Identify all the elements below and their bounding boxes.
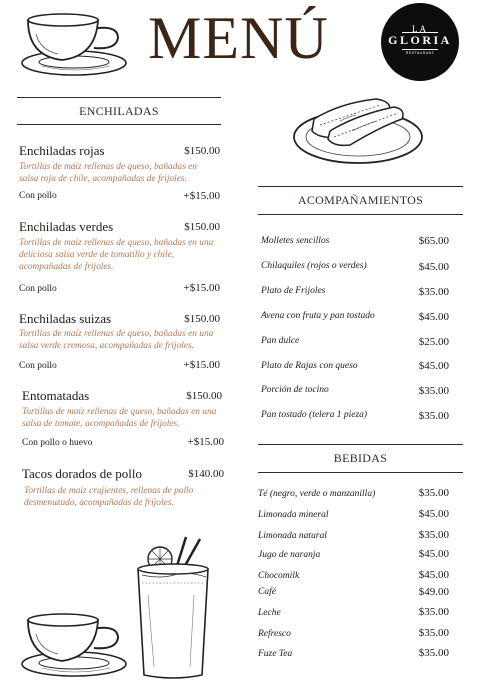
drink-name: Té (negro, verde o manzanilla) (258, 489, 376, 499)
side-item-price: $45.00 (418, 311, 449, 323)
enchilada-plate-icon (290, 93, 428, 173)
drink-name: Limonada mineral (258, 510, 329, 520)
drink-price: $35.00 (418, 487, 449, 499)
extra-option-label: Con pollo (19, 191, 57, 201)
dish-price: $150.00 (184, 221, 220, 233)
section-rule (258, 444, 463, 445)
section-rule (258, 472, 463, 473)
description-line: salsa verde cremosa, acompañadas de frijoles. (19, 341, 195, 351)
enchiladas-heading: ENCHILADAS (79, 104, 159, 118)
dish-price: $140.00 (188, 468, 224, 480)
dish-description (19, 161, 234, 185)
description-line: Tortillas de maíz rellenas de queso, bañadas en una (22, 407, 217, 417)
logo-subtitle: RESTAURANT (405, 51, 435, 55)
drink-price: $35.00 (418, 606, 449, 618)
dish-description (19, 328, 234, 352)
drink-price: $49.00 (418, 586, 449, 598)
dish-name: Enchiladas verdes (19, 219, 114, 234)
description-line: Tortillas de maíz rellenas de queso, bañadas en (19, 162, 197, 172)
side-item-price: $35.00 (418, 286, 449, 298)
side-item-name: Avena con fruta y pan tostado (261, 311, 375, 321)
drink-name: Jugo de naranja (258, 550, 321, 560)
description-line: deliciosa salsa verde de tomatillo y chile, (19, 250, 175, 260)
logo-la-text: LA (412, 24, 428, 34)
side-item-name: Pan dulce (261, 336, 300, 346)
drink-name: Café (258, 587, 276, 597)
extra-option-price: +$15.00 (183, 282, 220, 294)
acompanamientos-heading: ACOMPAÑAMIENTOS (297, 193, 424, 207)
side-item-name: Molletes sencillos (261, 236, 330, 246)
dish-name: Tacos dorados de pollo (22, 466, 143, 481)
side-item-price: $35.00 (418, 385, 449, 397)
side-item-price: $35.00 (418, 410, 449, 422)
extra-option-price: +$15.00 (187, 436, 224, 448)
extra-option-label: Con pollo (19, 361, 57, 371)
drink-price: $45.00 (418, 508, 449, 520)
drink-price: $35.00 (418, 627, 449, 639)
section-rule (17, 124, 221, 125)
dish-description (22, 406, 237, 430)
description-line: Tortillas de maíz crujientes, rellenas de pollo (24, 486, 194, 496)
side-item-name: Plato de Rajas con queso (261, 361, 358, 371)
section-rule (258, 186, 463, 187)
bebidas-heading: BEBIDAS (333, 451, 388, 465)
extra-option-label: Con pollo (19, 284, 57, 294)
side-item-name: Plato de Frijoles (261, 286, 326, 296)
logo-divider (402, 49, 438, 50)
cocktail-glass-icon (130, 535, 216, 683)
section-rule (17, 97, 221, 98)
side-item-name: Pan tostado (telera 1 pieza) (261, 410, 368, 420)
dish-description (24, 485, 239, 509)
dish-description (19, 237, 234, 273)
restaurant-logo (381, 3, 459, 81)
side-item-name: Porción de tocino (261, 385, 329, 395)
extra-option-price: +$15.00 (183, 190, 220, 202)
coffee-cup-icon (14, 604, 132, 680)
drink-price: $45.00 (418, 548, 449, 560)
coffee-cup-icon (14, 6, 132, 78)
dish-price: $150.00 (184, 313, 220, 325)
drink-name: Limonada natural (258, 531, 327, 541)
drink-price: $35.00 (418, 647, 449, 659)
dish-name: Enchiladas rojas (19, 143, 105, 158)
section-rule (258, 214, 463, 215)
drink-price: $45.00 (418, 569, 449, 581)
logo-name-text: GLORIA (388, 33, 452, 47)
dish-price: $150.00 (184, 145, 220, 157)
side-item-price: $65.00 (418, 235, 449, 247)
side-item-name: Chilaquiles (rojos o verdes) (261, 261, 367, 271)
description-line: desmenuzado, acompañadas de frijoles. (24, 498, 174, 508)
dish-name: Enchiladas suizas (19, 311, 112, 326)
extra-option-price: +$15.00 (183, 359, 220, 371)
page-title: MENÚ (148, 5, 329, 71)
drink-name: Refresco (258, 629, 291, 639)
extra-option-label: Con pollo o huevo (22, 438, 93, 448)
description-line: Tortillas de maíz rellenas de queso, bañadas en una (19, 238, 214, 248)
drink-name: Chocomilk (258, 571, 300, 581)
side-item-price: $45.00 (418, 360, 449, 372)
dish-price: $150.00 (186, 390, 222, 402)
drink-name: Fuze Tea (258, 649, 293, 659)
description-line: Tortillas de maíz rellenas de queso, bañadas en una (19, 329, 214, 339)
dish-name: Entomatadas (22, 388, 90, 403)
side-item-price: $25.00 (418, 336, 449, 348)
drink-price: $35.00 (418, 529, 449, 541)
side-item-price: $45.00 (418, 261, 449, 273)
description-line: acompañadas de frijoles. (19, 262, 114, 272)
drink-name: Leche (258, 608, 281, 618)
description-line: salsa roja de chile, acompañadas de frijoles. (19, 174, 187, 184)
description-line: salsa de tomate, acompañadas de frijoles. (22, 419, 180, 429)
